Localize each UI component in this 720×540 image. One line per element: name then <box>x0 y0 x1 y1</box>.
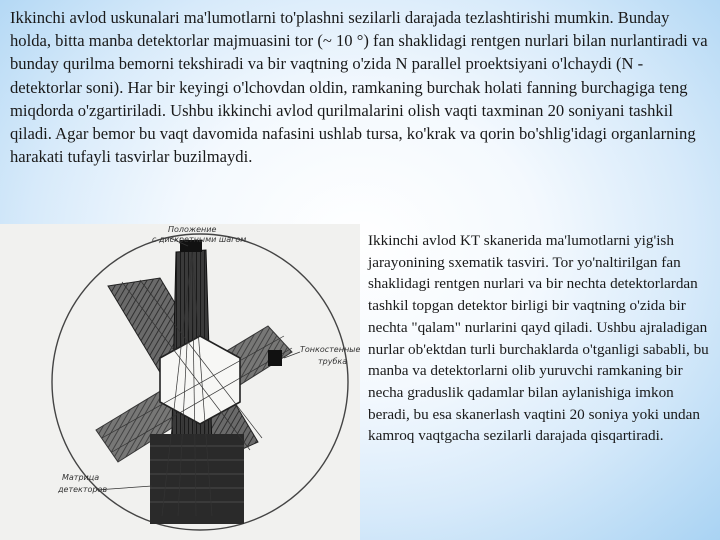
label-bottom-line1: Матрица <box>62 473 100 482</box>
xray-tube-right <box>268 350 282 366</box>
intro-paragraph: Ikkinchi avlod uskunalari ma'lumotlarni to'plashni sezilarli darajada tezlashtirishi mumkin. Bunday holda, bitta manba detektorlar majmuasini tor (~ 10 °) fan shaklidagi rentgen nurlari bilan nurlantiradi va bunday qurilma bemorni tekshiradi va bir vaqtning o'zida N parallel proektsiyani o'lchaydi (N - detektorlar soni). Har bir keyingi o'lchovdan oldin, ramkaning burchak holati fanning burchagiga teng miqdorda o'zgartiriladi. Ushbu ikkinchi avlod qurilmalarini olish vaqti taxminan 20 soniyani tashkil qiladi. Agar bemor bu vaqt davomida nafasini ushlab tursa, ko'krak va qorin bo'shlig'idagi organlarning harakati tufayli tasvirlar buzilmaydi. <box>10 8 708 167</box>
label-top-line2: с дискретными шагом <box>152 235 247 244</box>
figure-caption: Ikkinchi avlod KT skanerida ma'lumotlarni yig'ish jarayonining sxematik tasviri. Tor yo'naltirilgan fan shaklidagi rentgen nurlari va bir nechta detektorlardan tashkil topgan detektor birligi bir vaqtning o'zida bir nechta "qalam" nurlarini qayd qiladi. Ushbu ajraladigan nurlar ob'ektdan turli burchaklarda o'tganligi sababli, bu manba va detektorlarni olib yuruvchi ramkaning bir necha graduslik qadamlar bilan aylanishiga imkon beradi, bu esa skanerlash vaqtini 20 soniya yoki undan kamroq vaqtgacha sezilarli darajada qisqartiradi. <box>368 232 709 445</box>
label-right-line1: Тонкостенные <box>300 345 360 354</box>
label-bottom-line2: детекторов <box>58 485 108 494</box>
detector-array-block <box>150 434 244 524</box>
label-right-line2: трубка <box>318 357 348 366</box>
label-top-line1: Положение <box>168 225 217 234</box>
diagram-drawing <box>0 224 360 540</box>
ct-scanner-diagram <box>0 224 360 540</box>
